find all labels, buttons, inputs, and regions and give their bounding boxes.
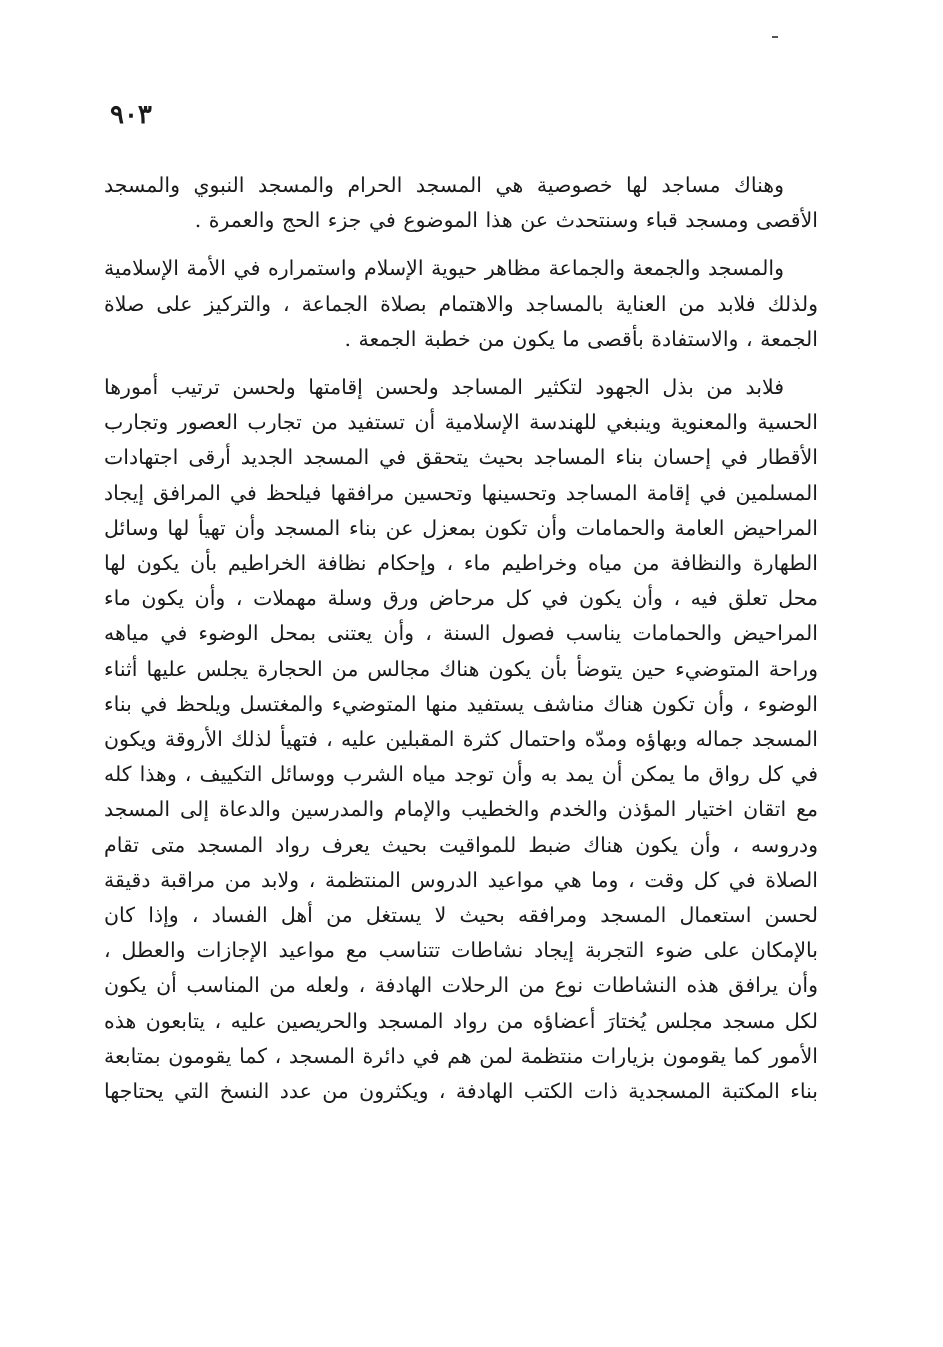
- paragraph-mosque-and-congregation: والمسجد والجمعة والجماعة مظاهر حيوية الإسلام واستمراره في الأمة الإسلامية ولذلك فلابد من العناية بالمساجد والاهتمام بصلاة الجماعة ، والتركيز على صلاة الجمعة ، والاستفادة بأقصى ما يكون من خطبة الجمعة .: [104, 256, 818, 351]
- paragraph-mosque-building-and-facilities: فلابد من بذل الجهود لتكثير المساجد ولحسن إقامتها ولحسن ترتيب أمورها الحسية والمعنوية وينبغي للهندسة الإسلامية أن تستفيد من تجارب العصور وتجارب الأقطار في إحسان بناء المساجد بحيث يتحقق في المسجد الجديد أرقى اجتهادات المسلمين في إقامة المساجد وتحسينها وتحسين مرافقها فيلحظ في المرافق إيجاد المراحيض العامة والحمامات وأن تكون بمعزل عن بناء المسجد وأن تهيأ لها وسائل الطهارة والنظافة من مياه وخراطيم ماء ، وإحكام نظافة الخراطيم بأن يكون لها محل تعلق فيه ، وأن يكون في كل مرحاض ورق وسلة مهملات ، وأن يكون ماء المراحيض والحمامات يناسب فصول السنة ، وأن يعتنى بمحل الوضوء في مياهه وراحة المتوضيء حين يتوضأ بأن يكون هناك مجالس من الحجارة يجلس عليها أثناء الوضوء ، وأن تكون هناك مناشف يستفيد منها المتوضيء والمغتسل ويلحظ في بناء المسجد جماله وبهاؤه ومدّه واحتمال كثرة المقبلين عليه ، فتهيأ لذلك الأروقة ويكون في كل رواق ما يمكن أن يمد به وأن توجد مياه الشرب ووسائل التكييف ، وهذا كله مع اتقان اختيار المؤذن والخدم والخطيب والإمام والمدرسين والدعاة إلى المسجد ودروسه ، وأن يكون هناك ضبط للمواقيت بحيث يعرف رواد المسجد متى تقام الصلاة في كل وقت ، وما هي مواعيد الدروس المنتظمة ، ولابد من مراقبة دقيقة لحسن استعمال المسجد ومرافقه بحيث لا يستغل من أهل الفساد ، وإذا كان بالإمكان على ضوء التجربة إيجاد نشاطات تتناسب مع مواعيد الإجازات والعطل ، وأن يرافق هذه النشاطات نوع من الرحلات الهادفة ، ولعله من المناسب أن يكون لكل مسجد مجلس يُختارَ أعضاؤه من رواد المسجد والحريصين عليه ، يتابعون هذه الأمور كما يقومون بزيارات منتظمة لمن هم في دائرة المسجد ، كما يقومون بمتابعة بناء المكتبة المسجدية ذات الكتب الهادفة ، ويكثرون من عدد النسخ التي يحتاجها: [104, 375, 818, 1104]
- body-text: [104, 168, 818, 1109]
- scan-speck: [772, 36, 778, 38]
- page-number: ٩٠٣: [110, 100, 152, 130]
- paragraph-special-mosques: وهناك مساجد لها خصوصية هي المسجد الحرام والمسجد النبوي والمسجد الأقصى ومسجد قباء وسنتحدث عن هذا الموضوع في جزء الحج والعمرة .: [104, 173, 818, 233]
